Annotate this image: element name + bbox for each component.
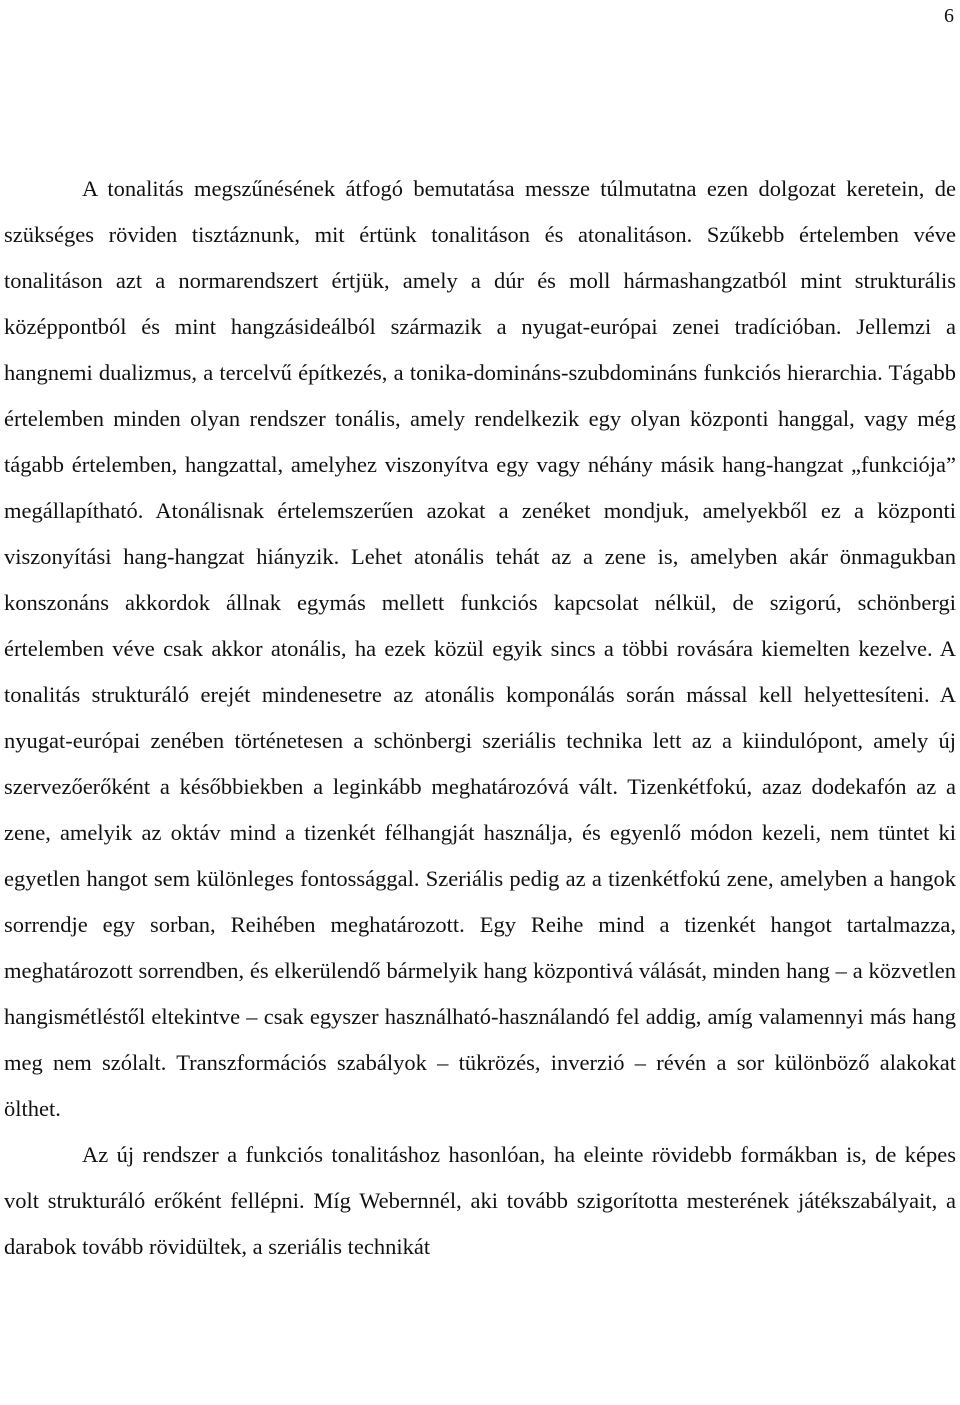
body-text: [4, 166, 956, 1270]
paragraph-tonality-definition: A tonalitás megszűnésének átfogó bemutatása messze túlmutatna ezen dolgozat keretein, de szükséges röviden tisztáznunk, mit értünk tonalitáson és atonalitáson. Szűkebb értelemben véve tonalitáson azt a normarendszert értjük, amely a dúr és moll hármashangzatból mint strukturális középpontból és mint hangzásideálból származik a nyugat-európai zenei tradícióban. Jellemzi a hangnemi dualizmus, a tercelvű építkezés, a tonika-domináns-szubdomináns funkciós hierarchia. Tágabb értelemben minden olyan rendszer tonális, amely rendelkezik egy olyan központi hanggal, vagy még tágabb értelemben, hangzattal, amelyhez viszonyítva egy vagy néhány másik hang-hangzat „funkciója” megállapítható. Atonálisnak értelemszerűen azokat a zenéket mondjuk, amelyekből ez a központi viszonyítási hang-hangzat hiányzik. Lehet atonális tehát az a zene is, amelyben akár önmagukban konszonáns akkordok állnak egymás mellett funkciós kapcsolat nélkül, de szigorú, schönbergi értelemben véve csak akkor atonális, ha ezek közül egyik sincs a többi rovására kiemelten kezelve. A tonalitás strukturáló erejét mindenesetre az atonális komponálás során mással kell helyettesíteni. A nyugat-európai zenében történetesen a schönbergi szeriális technika lett az a kiindulópont, amely új szervezőerőként a későbbiekben a leginkább meghatározóvá vált. Tizenkétfokú, azaz dodekafón az a zene, amelyik az oktáv mind a tizenkét félhangját használja, és egyenlő módon kezeli, nem tüntet ki egyetlen hangot sem különleges fontossággal. Szeriális pedig az a tizenkétfokú zene, amelyben a hangok sorrendje egy sorban, Reihében meghatározott. Egy Reihe mind a tizenkét hangot tartalmazza, meghatározott sorrendben, és elkerülendő bármelyik hang központivá válását, minden hang – a közvetlen hangismétléstől eltekintve – csak egyszer használható-használandó fel addig, amíg valamennyi más hang meg nem szólalt. Transzformációs szabályok – tükrözés, inverzió – révén a sor különböző alakokat ölthet.: [4, 176, 956, 1121]
page-number: 6: [944, 5, 954, 27]
paragraph-new-system: Az új rendszer a funkciós tonalitáshoz hasonlóan, ha eleinte rövidebb formákban is, de képes volt strukturáló erőként fellépni. Míg Webernnél, aki tovább szigorította mesterének játékszabályait, a darabok tovább rövidültek, a szeriális technikát: [4, 1142, 956, 1259]
